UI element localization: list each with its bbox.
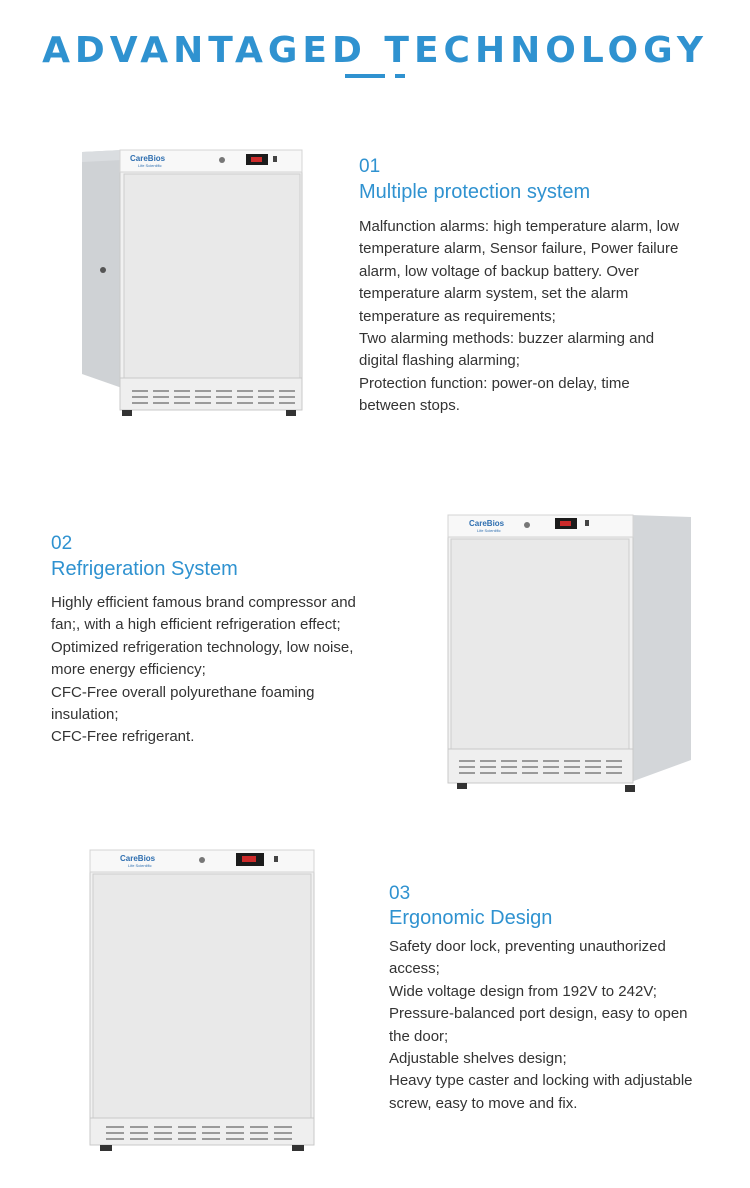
heading-underline-right	[395, 74, 405, 78]
feature-description	[389, 936, 693, 1115]
description-line: Malfunction alarms: high temperature alarm, low	[359, 218, 680, 235]
refrigerator-image-angled-left	[80, 148, 305, 418]
description-line: fan;, with a high efficient refrigeration effect;	[51, 616, 341, 634]
refrigerator-image-angled-right	[445, 512, 695, 797]
page-heading: ADVANTAGED TECHNOLOGY	[42, 30, 708, 71]
description-line: insulation;	[51, 706, 119, 724]
heading-underline-left	[345, 74, 385, 78]
logo-subtext: Life Scientific	[138, 163, 162, 168]
feature-title: Ergonomic Design	[389, 907, 553, 929]
feature-title: Refrigeration System	[51, 558, 238, 580]
description-line: alarm, low voltage of backup battery. Over	[359, 262, 639, 280]
description-line: more energy efficiency;	[51, 661, 206, 679]
feature-description	[51, 592, 356, 749]
description-line: Heavy type caster and locking with adjustable	[389, 1072, 693, 1090]
feature-number: 01	[359, 156, 381, 177]
refrigerator-image-front	[88, 848, 316, 1153]
description-line: Protection function: power-on delay, time	[359, 374, 630, 392]
description-line: digital flashing alarming;	[359, 352, 520, 370]
logo-text: CareBios	[120, 854, 156, 863]
description-line: Safety door lock, preventing unauthorized	[389, 938, 666, 955]
description-line: temperature alarm, Sensor failure, Power failure	[359, 240, 679, 258]
description-line: temperature alarm system, set the alarm	[359, 285, 629, 303]
description-line: Optimized refrigeration technology, low noise,	[51, 638, 354, 656]
description-line: between stops.	[359, 397, 460, 415]
description-line: Wide voltage design from 192V to 242V;	[389, 982, 657, 1000]
description-line: access;	[389, 960, 440, 978]
description-line: temperature as requirements;	[359, 307, 556, 325]
logo-text: CareBios	[130, 154, 166, 163]
feature-number: 02	[51, 533, 73, 554]
feature-title: Multiple protection system	[359, 181, 591, 203]
logo-subtext: Life Scientific	[477, 528, 501, 533]
feature-description	[359, 216, 679, 418]
description-line: Adjustable shelves design;	[389, 1050, 567, 1068]
description-line: CFC-Free refrigerant.	[51, 728, 195, 746]
description-line: screw, easy to move and fix.	[389, 1094, 578, 1112]
description-line: the door;	[389, 1027, 449, 1045]
description-line: Pressure-balanced port design, easy to open	[389, 1005, 688, 1023]
feature-number: 03	[389, 883, 411, 904]
logo-text: CareBios	[469, 519, 505, 528]
description-line: CFC-Free overall polyurethane foaming	[51, 683, 315, 701]
description-line: Highly efficient famous brand compressor and	[51, 594, 356, 611]
logo-subtext: Life Scientific	[128, 863, 152, 868]
description-line: Two alarming methods: buzzer alarming and	[359, 330, 655, 348]
